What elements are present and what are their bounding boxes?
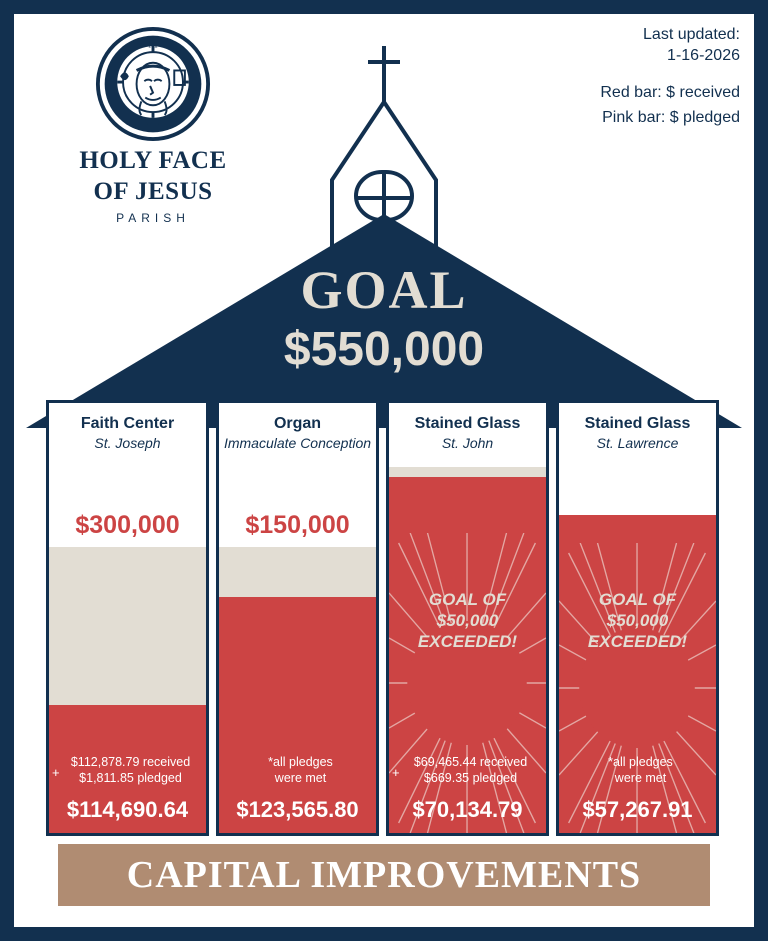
goal-label: GOAL (300, 260, 468, 320)
detail-pledged: $1,811.85 pledged (79, 771, 182, 785)
column-stained-glass-st-john (386, 400, 549, 836)
goal-exceeded-callout (389, 589, 546, 652)
column-stained-glass-st-lawrence (556, 400, 719, 836)
plus-sign: + (392, 765, 400, 780)
column-title: Stained Glass (414, 415, 521, 432)
column-detail (389, 754, 546, 788)
logo-name-line1: HOLY FACE (79, 147, 227, 174)
detail-pledged: were met (274, 771, 327, 785)
legend-pledged: Pink bar: $ pledged (602, 109, 740, 126)
column-detail (219, 754, 376, 788)
column-faith-center (46, 400, 209, 836)
column-total: $57,267.91 (582, 797, 693, 822)
exceeded-line2: $50,000 (436, 611, 499, 630)
progress-columns (46, 400, 722, 836)
column-subtitle: St. John (441, 435, 494, 451)
detail-received: $112,878.79 received (70, 755, 191, 769)
column-title: Organ (273, 415, 322, 432)
detail-received: *all pledges (268, 755, 333, 769)
column-title: Faith Center (80, 415, 175, 432)
exceeded-line1: GOAL OF (598, 590, 677, 609)
column-title: Stained Glass (584, 415, 691, 432)
logo-subtitle: PARISH (116, 211, 190, 225)
column-total: $114,690.64 (66, 797, 189, 822)
column-total: $123,565.80 (236, 797, 359, 822)
column-header (559, 403, 716, 452)
goal-amount: $550,000 (283, 323, 485, 376)
column-footer (389, 754, 546, 823)
last-updated-date: 1-16-2026 (667, 47, 740, 64)
column-subtitle: St. Joseph (94, 435, 161, 451)
legend-received: Red bar: $ received (600, 84, 740, 101)
goal-exceeded-callout (559, 589, 716, 652)
detail-received: $69,465.44 received (413, 755, 528, 769)
poster (14, 14, 754, 927)
column-subtitle: St. Lawrence (596, 435, 679, 451)
column-header (389, 403, 546, 452)
capital-improvements-banner (58, 844, 710, 906)
exceeded-line3: EXCEEDED! (417, 632, 518, 651)
column-footer (49, 754, 206, 823)
detail-received: *all pledges (608, 755, 673, 769)
exceeded-line3: EXCEEDED! (587, 632, 688, 651)
exceeded-line1: GOAL OF (428, 590, 507, 609)
column-total: $70,134.79 (412, 797, 523, 822)
detail-pledged: were met (614, 771, 667, 785)
column-header (49, 403, 206, 452)
exceeded-line2: $50,000 (606, 611, 669, 630)
church-illustration (14, 32, 754, 432)
column-footer (559, 754, 716, 823)
banner-text: CAPITAL IMPROVEMENTS (126, 854, 642, 896)
column-subtitle: Immaculate Conception (223, 435, 372, 451)
svg-text:M: M (148, 39, 158, 51)
column-footer (219, 754, 376, 823)
plus-sign: + (52, 765, 60, 780)
detail-pledged: $669.35 pledged (423, 771, 518, 785)
column-target: $150,000 (245, 511, 350, 539)
column-detail (559, 754, 716, 788)
logo-name-line2: OF JESUS (93, 178, 213, 205)
column-organ (216, 400, 379, 836)
column-target: $300,000 (75, 511, 180, 539)
column-detail (49, 754, 206, 788)
column-header (219, 403, 376, 452)
last-updated-label: Last updated: (643, 26, 740, 43)
